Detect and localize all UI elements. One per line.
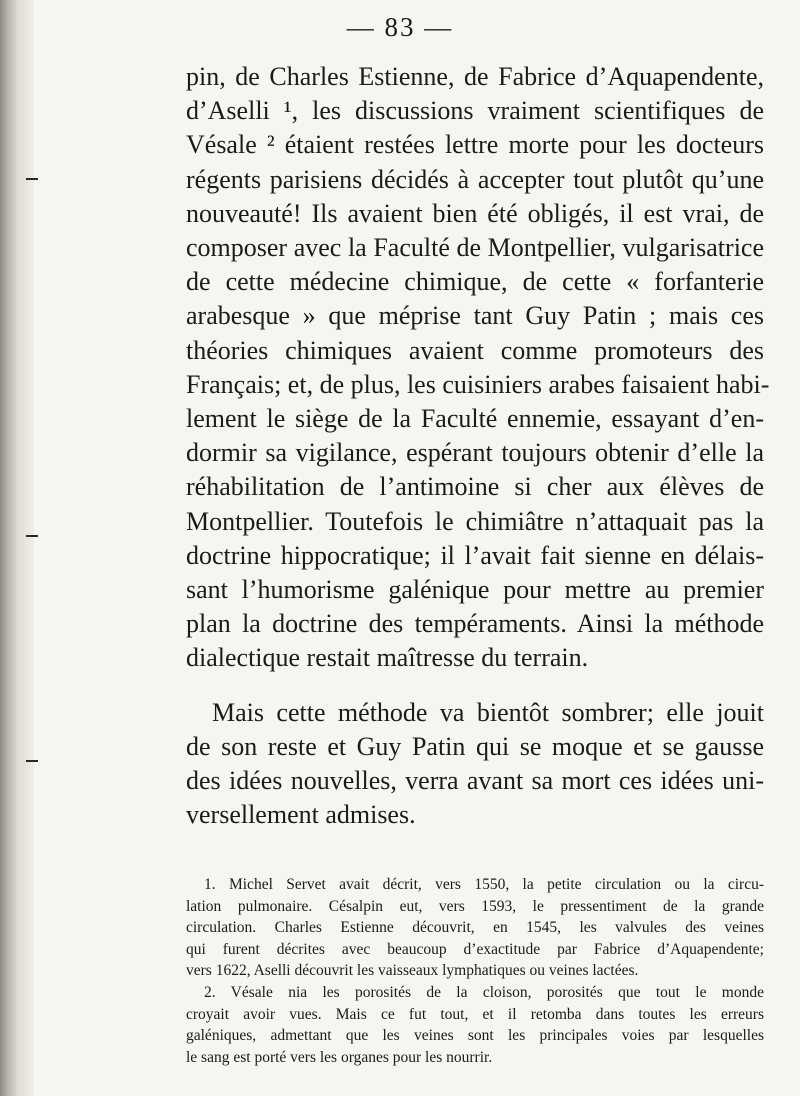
text-line: dormir sa vigilance, espérant toujours obtenir d’elle la bbox=[186, 438, 764, 468]
footnote-line: croyait avoir vues. Mais ce fut tout, et il retomba dans toutes les erreurs bbox=[186, 1005, 764, 1023]
paragraph-2 bbox=[186, 696, 764, 833]
footnote-line: 1. Michel Servet avait décrit, vers 1550, la petite circulation ou la circu- bbox=[204, 876, 764, 893]
text-line: réhabilitation de l’antimoine si cher aux élèves de bbox=[186, 472, 764, 502]
text-line: Français; et, de plus, les cuisiniers arabes faisaient habi- bbox=[186, 369, 770, 399]
binding-gutter bbox=[0, 0, 34, 1096]
text-line: arabesque » que méprise tant Guy Patin ; mais ces bbox=[186, 301, 764, 331]
footnote-line: le sang est porté vers les organes pour les nourrir. bbox=[186, 1048, 493, 1066]
page-number: — 83 — bbox=[346, 12, 454, 42]
text-line: théories chimiques avaient comme promoteurs des bbox=[186, 335, 764, 365]
text-line: des idées nouvelles, verra avant sa mort ces idées uni- bbox=[186, 766, 764, 796]
footnote-line: vers 1622, Aselli découvrit les vaisseaux lymphatiques ou veines lactées. bbox=[186, 962, 639, 980]
footnote-1 bbox=[186, 874, 764, 982]
body-text bbox=[186, 60, 770, 832]
footnotes bbox=[186, 874, 764, 1068]
text-line: nouveauté! Ils avaient bien été obligés, il est vrai, de bbox=[186, 198, 764, 228]
text-line: de son reste et Guy Patin qui se moque et se gausse bbox=[186, 731, 764, 761]
footnote-line: qui furent décrites avec beaucoup d’exactitude par Fabrice d’Aquapendente; bbox=[186, 940, 764, 958]
text-line: pin, de Charles Estienne, de Fabrice d’Aquapendente, bbox=[186, 62, 764, 91]
footnote-line: circulation. Charles Estienne découvrit, en 1545, les valvules des veines bbox=[186, 919, 764, 937]
footnote-2 bbox=[186, 982, 764, 1068]
margin-tick bbox=[26, 178, 38, 180]
text-line: dialectique restait maîtresse du terrain. bbox=[186, 643, 589, 673]
margin-tick bbox=[26, 760, 38, 762]
text-line: lement le siège de la Faculté ennemie, essayant d’en- bbox=[186, 404, 764, 434]
text-line: de cette médecine chimique, de cette « forfanterie bbox=[186, 267, 764, 297]
footnote-line: 2. Vésale nia les porosités de la cloison, porosités que tout le monde bbox=[204, 983, 764, 1001]
text-line: sant l’humorisme galénique pour mettre au premier bbox=[186, 575, 764, 605]
text-line: plan la doctrine des tempéraments. Ainsi la méthode bbox=[186, 609, 764, 639]
text-line: régents parisiens décidés à accepter tout plutôt qu’une bbox=[186, 164, 764, 194]
text-line: versellement admises. bbox=[186, 800, 416, 830]
text-line: Vésale ² étaient restées lettre morte pour les docteurs bbox=[186, 130, 764, 160]
text-line: composer avec la Faculté de Montpellier, vulgarisatrice bbox=[186, 233, 764, 263]
paragraph-1 bbox=[186, 60, 770, 676]
text-line: d’Aselli ¹, les discussions vraiment scientifiques de bbox=[186, 96, 764, 126]
text-line: Montpellier. Toutefois le chimiâtre n’attaquait pas la bbox=[186, 506, 764, 536]
text-line: doctrine hippocratique; il l’avait fait sienne en délais- bbox=[186, 540, 764, 570]
margin-tick bbox=[26, 535, 38, 537]
text-line: Mais cette méthode va bientôt sombrer; elle jouit bbox=[212, 697, 764, 727]
footnote-line: galéniques, admettant que les veines sont les principales voies par lesquelles bbox=[186, 1027, 764, 1045]
footnote-line: lation pulmonaire. Césalpin eut, vers 1593, le pressentiment de la grande bbox=[186, 897, 764, 915]
